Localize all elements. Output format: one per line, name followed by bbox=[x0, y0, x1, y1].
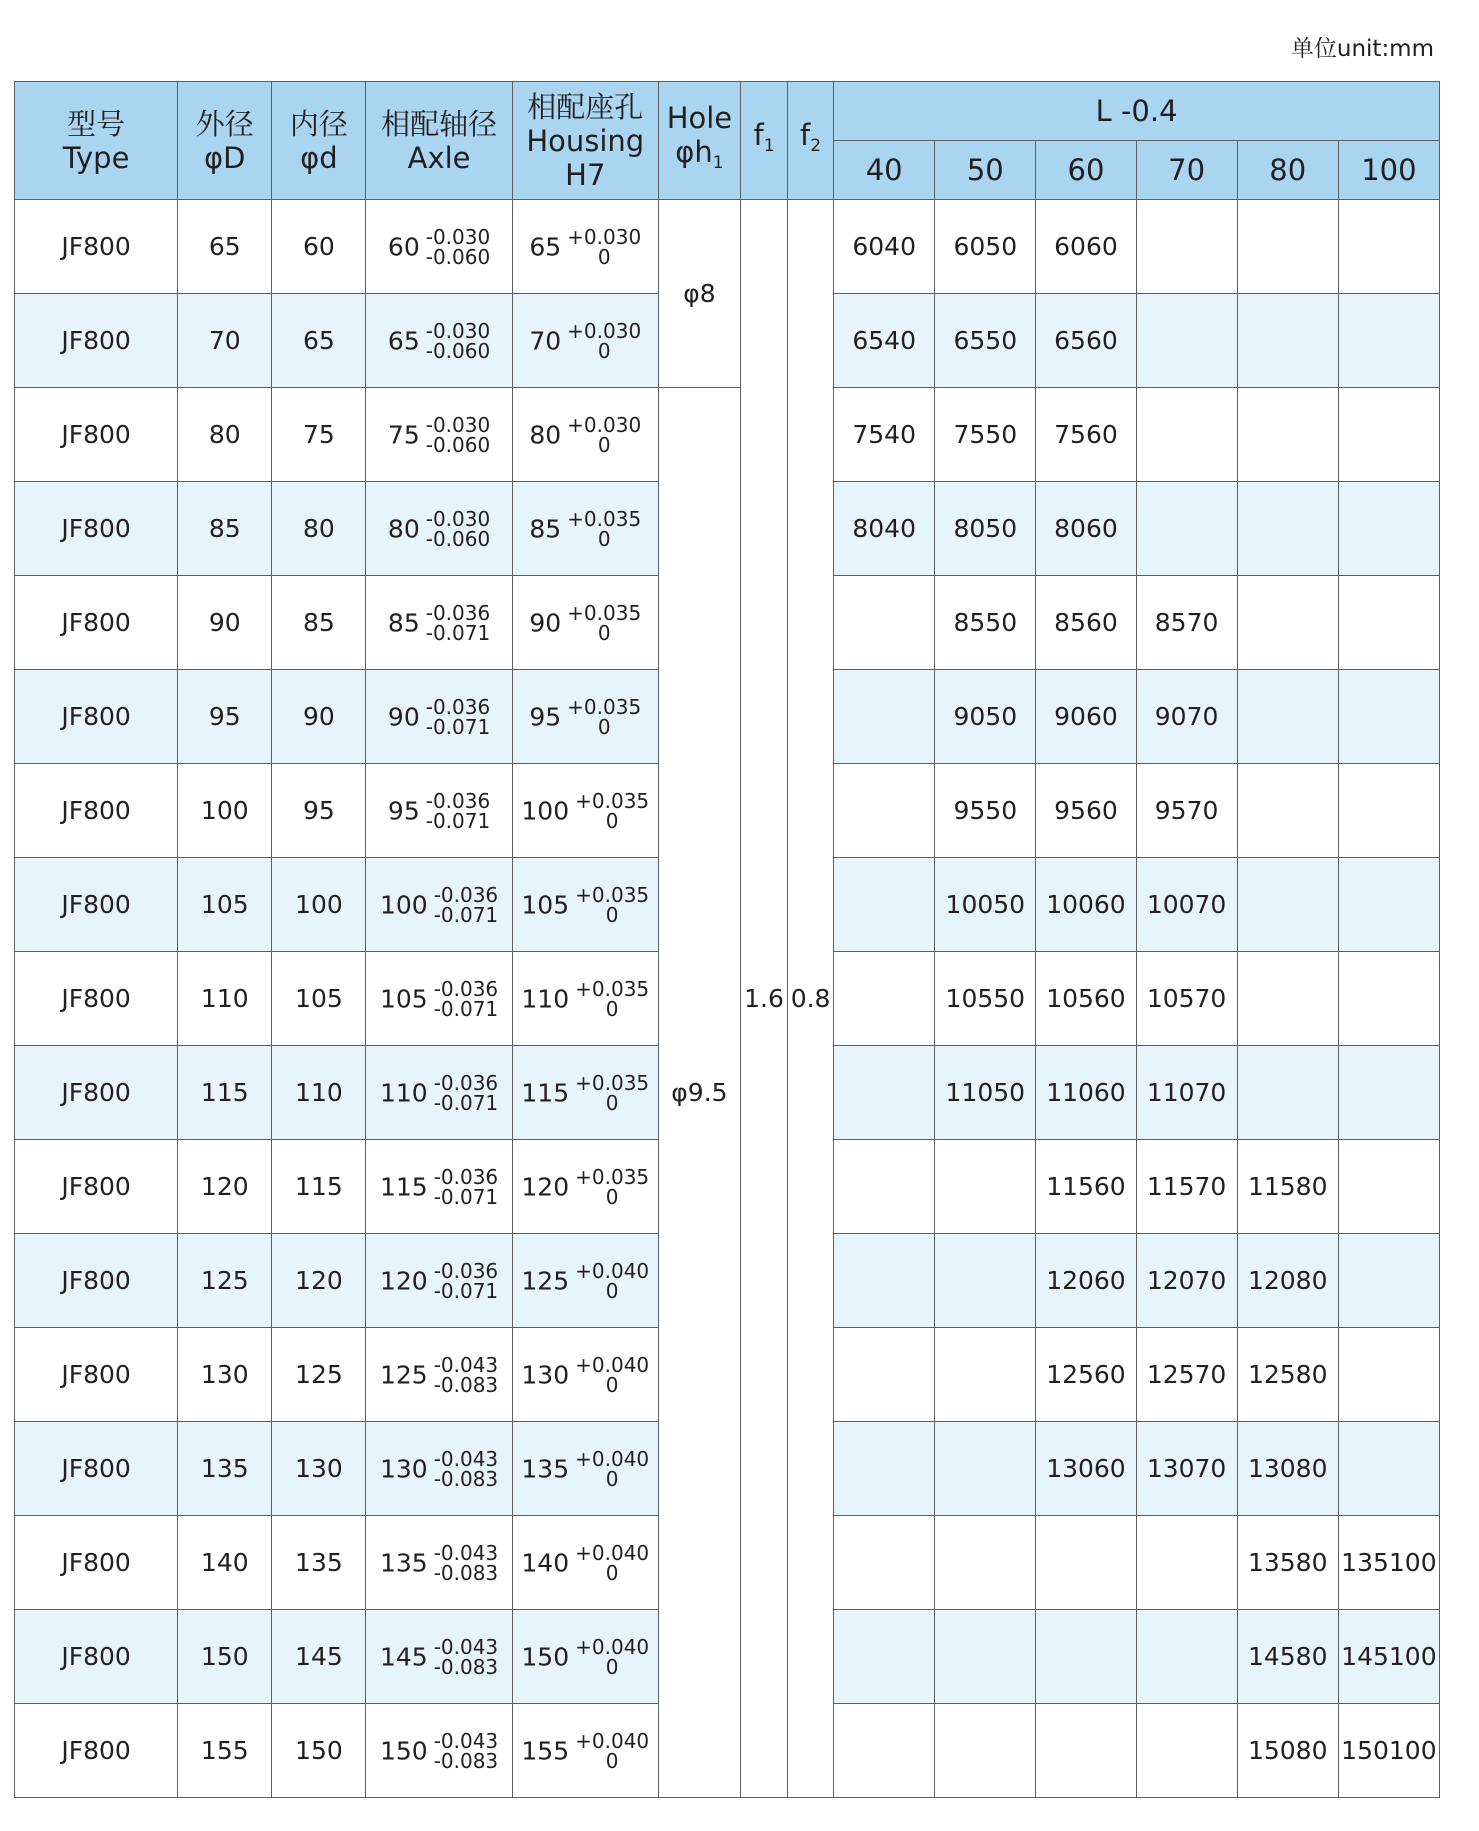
cell-length-70 bbox=[1136, 482, 1237, 576]
cell-length-80 bbox=[1237, 764, 1338, 858]
cell-type: JF800 bbox=[15, 1516, 178, 1610]
cell-housing bbox=[512, 1422, 658, 1516]
cell-axle bbox=[366, 764, 512, 858]
cell-length-60: 6560 bbox=[1036, 294, 1136, 388]
cell-type: JF800 bbox=[15, 1328, 178, 1422]
axle-nominal: 60 bbox=[387, 232, 420, 261]
housing-nominal: 85 bbox=[529, 514, 562, 543]
cell-type: JF800 bbox=[15, 1422, 178, 1516]
unit-label: 单位unit:mm bbox=[1290, 36, 1434, 62]
cell-length-40 bbox=[834, 1234, 935, 1328]
cell-housing bbox=[512, 670, 658, 764]
cell-outer-diameter: 65 bbox=[178, 200, 272, 294]
cell-length-40: 6040 bbox=[834, 200, 935, 294]
axle-nominal: 65 bbox=[387, 326, 420, 355]
cell-outer-diameter: 95 bbox=[178, 670, 272, 764]
cell-length-70: 9570 bbox=[1136, 764, 1237, 858]
axle-tolerance: -0.036 -0.071 bbox=[433, 882, 499, 927]
cell-length-70: 12570 bbox=[1136, 1328, 1237, 1422]
axle-tolerance: -0.043 -0.083 bbox=[433, 1446, 499, 1491]
cell-length-50: 7550 bbox=[935, 388, 1036, 482]
cell-length-40 bbox=[834, 1140, 935, 1234]
cell-length-60: 11060 bbox=[1036, 1046, 1136, 1140]
cell-length-60: 9560 bbox=[1036, 764, 1136, 858]
housing-nominal: 150 bbox=[521, 1642, 570, 1671]
cell-length-40 bbox=[834, 1328, 935, 1422]
cell-length-40: 8040 bbox=[834, 482, 935, 576]
cell-inner-diameter: 130 bbox=[272, 1422, 366, 1516]
cell-length-100 bbox=[1338, 482, 1439, 576]
cell-inner-diameter: 100 bbox=[272, 858, 366, 952]
housing-tolerance: +0.040 0 bbox=[575, 1352, 650, 1397]
cell-length-60 bbox=[1036, 1516, 1136, 1610]
cell-length-100 bbox=[1338, 1328, 1439, 1422]
cell-length-80 bbox=[1237, 1046, 1338, 1140]
axle-tolerance: -0.036 -0.071 bbox=[425, 600, 491, 645]
cell-housing bbox=[512, 482, 658, 576]
axle-nominal: 95 bbox=[387, 796, 420, 825]
header-length-80: 80 bbox=[1237, 141, 1338, 200]
cell-length-50: 8050 bbox=[935, 482, 1036, 576]
cell-type: JF800 bbox=[15, 482, 178, 576]
cell-inner-diameter: 75 bbox=[272, 388, 366, 482]
cell-length-50 bbox=[935, 1704, 1036, 1798]
axle-nominal: 145 bbox=[379, 1642, 428, 1671]
cell-housing bbox=[512, 1704, 658, 1798]
cell-length-70: 9070 bbox=[1136, 670, 1237, 764]
cell-length-100 bbox=[1338, 764, 1439, 858]
cell-length-60 bbox=[1036, 1610, 1136, 1704]
cell-length-80: 14580 bbox=[1237, 1610, 1338, 1704]
cell-type: JF800 bbox=[15, 1610, 178, 1704]
cell-length-60 bbox=[1036, 1704, 1136, 1798]
cell-axle bbox=[366, 200, 512, 294]
cell-inner-diameter: 145 bbox=[272, 1610, 366, 1704]
cell-housing bbox=[512, 294, 658, 388]
cell-length-80: 13080 bbox=[1237, 1422, 1338, 1516]
cell-length-80 bbox=[1237, 952, 1338, 1046]
cell-length-80: 11580 bbox=[1237, 1140, 1338, 1234]
cell-type: JF800 bbox=[15, 576, 178, 670]
housing-tolerance: +0.035 0 bbox=[575, 1164, 650, 1209]
axle-nominal: 135 bbox=[379, 1548, 428, 1577]
cell-length-40 bbox=[834, 576, 935, 670]
cell-axle bbox=[366, 1234, 512, 1328]
cell-outer-diameter: 155 bbox=[178, 1704, 272, 1798]
housing-nominal: 105 bbox=[521, 890, 570, 919]
axle-nominal: 130 bbox=[379, 1454, 428, 1483]
cell-axle bbox=[366, 1328, 512, 1422]
header-f1: $f_1$ bbox=[740, 82, 787, 200]
housing-nominal: 115 bbox=[521, 1078, 570, 1107]
header-housing: 相配座孔 Housing H7 bbox=[512, 82, 658, 200]
housing-tolerance: +0.040 0 bbox=[575, 1446, 650, 1491]
cell-axle bbox=[366, 1140, 512, 1234]
cell-length-70 bbox=[1136, 1704, 1237, 1798]
cell-type: JF800 bbox=[15, 294, 178, 388]
cell-axle bbox=[366, 1422, 512, 1516]
cell-length-50 bbox=[935, 1516, 1036, 1610]
cell-outer-diameter: 80 bbox=[178, 388, 272, 482]
cell-length-50: 6550 bbox=[935, 294, 1036, 388]
cell-length-60: 10560 bbox=[1036, 952, 1136, 1046]
cell-length-50 bbox=[935, 1422, 1036, 1516]
axle-tolerance: -0.030 -0.060 bbox=[425, 224, 491, 269]
cell-length-100 bbox=[1338, 670, 1439, 764]
cell-length-70: 12070 bbox=[1136, 1234, 1237, 1328]
cell-type: JF800 bbox=[15, 1046, 178, 1140]
cell-axle bbox=[366, 670, 512, 764]
cell-length-40 bbox=[834, 1046, 935, 1140]
housing-tolerance: +0.035 0 bbox=[567, 600, 642, 645]
cell-axle bbox=[366, 294, 512, 388]
cell-outer-diameter: 100 bbox=[178, 764, 272, 858]
cell-length-70: 11570 bbox=[1136, 1140, 1237, 1234]
cell-type: JF800 bbox=[15, 670, 178, 764]
cell-length-40 bbox=[834, 1422, 935, 1516]
cell-housing bbox=[512, 1234, 658, 1328]
cell-inner-diameter: 85 bbox=[272, 576, 366, 670]
cell-length-60: 12060 bbox=[1036, 1234, 1136, 1328]
cell-outer-diameter: 105 bbox=[178, 858, 272, 952]
cell-length-70 bbox=[1136, 200, 1237, 294]
cell-length-80 bbox=[1237, 858, 1338, 952]
housing-nominal: 100 bbox=[521, 796, 570, 825]
cell-type: JF800 bbox=[15, 1140, 178, 1234]
housing-nominal: 90 bbox=[529, 608, 562, 637]
header-inner-diameter: 内径 φd bbox=[272, 82, 366, 200]
axle-nominal: 125 bbox=[379, 1360, 428, 1389]
cell-length-40: 7540 bbox=[834, 388, 935, 482]
housing-nominal: 95 bbox=[529, 702, 562, 731]
cell-length-100 bbox=[1338, 952, 1439, 1046]
cell-housing bbox=[512, 1328, 658, 1422]
axle-nominal: 120 bbox=[379, 1266, 428, 1295]
housing-tolerance: +0.040 0 bbox=[575, 1728, 650, 1773]
cell-length-50: 8550 bbox=[935, 576, 1036, 670]
cell-axle bbox=[366, 1610, 512, 1704]
housing-nominal: 70 bbox=[529, 326, 562, 355]
axle-tolerance: -0.030 -0.060 bbox=[425, 412, 491, 457]
cell-housing bbox=[512, 764, 658, 858]
header-length-100: 100 bbox=[1338, 141, 1439, 200]
housing-nominal: 65 bbox=[529, 232, 562, 261]
cell-length-100: 150100 bbox=[1338, 1704, 1439, 1798]
cell-length-40: 6540 bbox=[834, 294, 935, 388]
cell-length-50: 9550 bbox=[935, 764, 1036, 858]
axle-tolerance: -0.036 -0.071 bbox=[433, 976, 499, 1021]
axle-tolerance: -0.036 -0.071 bbox=[425, 788, 491, 833]
header-axle: 相配轴径 Axle bbox=[366, 82, 512, 200]
housing-nominal: 80 bbox=[529, 420, 562, 449]
cell-axle bbox=[366, 858, 512, 952]
cell-length-50: 10050 bbox=[935, 858, 1036, 952]
axle-tolerance: -0.043 -0.083 bbox=[433, 1540, 499, 1585]
cell-type: JF800 bbox=[15, 388, 178, 482]
cell-length-40 bbox=[834, 1704, 935, 1798]
cell-axle bbox=[366, 482, 512, 576]
cell-length-60: 10060 bbox=[1036, 858, 1136, 952]
axle-nominal: 115 bbox=[379, 1172, 428, 1201]
bushing-spec-table bbox=[14, 81, 1440, 1798]
cell-outer-diameter: 150 bbox=[178, 1610, 272, 1704]
cell-outer-diameter: 125 bbox=[178, 1234, 272, 1328]
cell-length-100 bbox=[1338, 1046, 1439, 1140]
cell-length-100 bbox=[1338, 576, 1439, 670]
axle-tolerance: -0.036 -0.071 bbox=[433, 1258, 499, 1303]
cell-length-80: 12580 bbox=[1237, 1328, 1338, 1422]
cell-housing bbox=[512, 1516, 658, 1610]
axle-tolerance: -0.036 -0.071 bbox=[433, 1070, 499, 1115]
axle-tolerance: -0.043 -0.083 bbox=[433, 1728, 499, 1773]
cell-type: JF800 bbox=[15, 1704, 178, 1798]
cell-length-70: 10570 bbox=[1136, 952, 1237, 1046]
cell-outer-diameter: 85 bbox=[178, 482, 272, 576]
header-length-70: 70 bbox=[1136, 141, 1237, 200]
housing-nominal: 155 bbox=[521, 1736, 570, 1765]
cell-length-100 bbox=[1338, 1140, 1439, 1234]
axle-tolerance: -0.036 -0.071 bbox=[425, 694, 491, 739]
cell-inner-diameter: 120 bbox=[272, 1234, 366, 1328]
cell-length-70 bbox=[1136, 388, 1237, 482]
cell-length-60: 12560 bbox=[1036, 1328, 1136, 1422]
housing-tolerance: +0.040 0 bbox=[575, 1258, 650, 1303]
cell-housing bbox=[512, 200, 658, 294]
housing-tolerance: +0.030 0 bbox=[567, 412, 642, 457]
cell-length-100 bbox=[1338, 858, 1439, 952]
cell-inner-diameter: 65 bbox=[272, 294, 366, 388]
cell-inner-diameter: 90 bbox=[272, 670, 366, 764]
cell-length-70: 13070 bbox=[1136, 1422, 1237, 1516]
cell-length-70 bbox=[1136, 294, 1237, 388]
housing-nominal: 135 bbox=[521, 1454, 570, 1483]
cell-length-60: 11560 bbox=[1036, 1140, 1136, 1234]
cell-housing bbox=[512, 576, 658, 670]
cell-length-60: 6060 bbox=[1036, 200, 1136, 294]
cell-length-100 bbox=[1338, 1422, 1439, 1516]
cell-length-50 bbox=[935, 1610, 1036, 1704]
cell-f2: 0.8 bbox=[788, 200, 834, 1798]
housing-tolerance: +0.035 0 bbox=[575, 882, 650, 927]
cell-length-70: 8570 bbox=[1136, 576, 1237, 670]
cell-length-100 bbox=[1338, 294, 1439, 388]
cell-length-60: 13060 bbox=[1036, 1422, 1136, 1516]
cell-length-50 bbox=[935, 1140, 1036, 1234]
cell-length-80 bbox=[1237, 482, 1338, 576]
housing-tolerance: +0.035 0 bbox=[575, 1070, 650, 1115]
axle-tolerance: -0.043 -0.083 bbox=[433, 1634, 499, 1679]
housing-nominal: 130 bbox=[521, 1360, 570, 1389]
cell-length-60: 7560 bbox=[1036, 388, 1136, 482]
cell-length-80 bbox=[1237, 670, 1338, 764]
housing-nominal: 110 bbox=[521, 984, 570, 1013]
axle-nominal: 110 bbox=[379, 1078, 428, 1107]
cell-length-60: 8560 bbox=[1036, 576, 1136, 670]
axle-tolerance: -0.036 -0.071 bbox=[433, 1164, 499, 1209]
header-outer-diameter: 外径 φD bbox=[178, 82, 272, 200]
housing-nominal: 140 bbox=[521, 1548, 570, 1577]
cell-housing bbox=[512, 858, 658, 952]
cell-type: JF800 bbox=[15, 764, 178, 858]
cell-outer-diameter: 115 bbox=[178, 1046, 272, 1140]
housing-tolerance: +0.040 0 bbox=[575, 1540, 650, 1585]
header-length-group: L -0.4 bbox=[834, 82, 1440, 141]
header-length-50: 50 bbox=[935, 141, 1036, 200]
cell-inner-diameter: 135 bbox=[272, 1516, 366, 1610]
cell-length-50: 9050 bbox=[935, 670, 1036, 764]
cell-length-70: 10070 bbox=[1136, 858, 1237, 952]
cell-length-40 bbox=[834, 952, 935, 1046]
cell-length-80 bbox=[1237, 294, 1338, 388]
housing-tolerance: +0.030 0 bbox=[567, 224, 642, 269]
cell-inner-diameter: 80 bbox=[272, 482, 366, 576]
header-length-60: 60 bbox=[1036, 141, 1136, 200]
cell-type: JF800 bbox=[15, 858, 178, 952]
housing-nominal: 120 bbox=[521, 1172, 570, 1201]
housing-tolerance: +0.035 0 bbox=[575, 788, 650, 833]
cell-length-50 bbox=[935, 1328, 1036, 1422]
cell-outer-diameter: 70 bbox=[178, 294, 272, 388]
housing-tolerance: +0.030 0 bbox=[567, 318, 642, 363]
axle-nominal: 90 bbox=[387, 702, 420, 731]
cell-axle bbox=[366, 576, 512, 670]
cell-axle bbox=[366, 1046, 512, 1140]
cell-inner-diameter: 105 bbox=[272, 952, 366, 1046]
housing-nominal: 125 bbox=[521, 1266, 570, 1295]
cell-length-50 bbox=[935, 1234, 1036, 1328]
axle-nominal: 75 bbox=[387, 420, 420, 449]
cell-inner-diameter: 60 bbox=[272, 200, 366, 294]
housing-tolerance: +0.035 0 bbox=[567, 506, 642, 551]
axle-nominal: 80 bbox=[387, 514, 420, 543]
housing-tolerance: +0.040 0 bbox=[575, 1634, 650, 1679]
cell-length-50: 10550 bbox=[935, 952, 1036, 1046]
cell-length-80: 15080 bbox=[1237, 1704, 1338, 1798]
cell-length-50: 11050 bbox=[935, 1046, 1036, 1140]
cell-length-80: 13580 bbox=[1237, 1516, 1338, 1610]
axle-nominal: 85 bbox=[387, 608, 420, 637]
table-row bbox=[15, 388, 1440, 482]
cell-outer-diameter: 90 bbox=[178, 576, 272, 670]
cell-housing bbox=[512, 388, 658, 482]
header-length-40: 40 bbox=[834, 141, 935, 200]
cell-outer-diameter: 130 bbox=[178, 1328, 272, 1422]
cell-length-80 bbox=[1237, 200, 1338, 294]
axle-tolerance: -0.043 -0.083 bbox=[433, 1352, 499, 1397]
cell-f1: 1.6 bbox=[740, 200, 787, 1798]
cell-length-100: 145100 bbox=[1338, 1610, 1439, 1704]
cell-axle bbox=[366, 1704, 512, 1798]
cell-length-40 bbox=[834, 670, 935, 764]
cell-axle bbox=[366, 388, 512, 482]
cell-length-80 bbox=[1237, 388, 1338, 482]
cell-inner-diameter: 125 bbox=[272, 1328, 366, 1422]
cell-housing bbox=[512, 1610, 658, 1704]
cell-type: JF800 bbox=[15, 1234, 178, 1328]
cell-length-100 bbox=[1338, 388, 1439, 482]
cell-axle bbox=[366, 1516, 512, 1610]
header-hole: Hole $\varphi h_1$ bbox=[658, 82, 740, 200]
cell-inner-diameter: 115 bbox=[272, 1140, 366, 1234]
cell-outer-diameter: 120 bbox=[178, 1140, 272, 1234]
cell-length-60: 8060 bbox=[1036, 482, 1136, 576]
cell-length-80 bbox=[1237, 576, 1338, 670]
cell-inner-diameter: 95 bbox=[272, 764, 366, 858]
axle-nominal: 100 bbox=[379, 890, 428, 919]
cell-length-60: 9060 bbox=[1036, 670, 1136, 764]
table-header bbox=[15, 82, 1440, 200]
cell-housing bbox=[512, 952, 658, 1046]
cell-type: JF800 bbox=[15, 952, 178, 1046]
cell-length-40 bbox=[834, 1516, 935, 1610]
cell-length-100: 135100 bbox=[1338, 1516, 1439, 1610]
table-body bbox=[15, 200, 1440, 1798]
cell-housing bbox=[512, 1046, 658, 1140]
cell-length-40 bbox=[834, 764, 935, 858]
cell-hole: φ9.5 bbox=[658, 388, 740, 1798]
cell-axle bbox=[366, 952, 512, 1046]
cell-length-70: 11070 bbox=[1136, 1046, 1237, 1140]
housing-tolerance: +0.035 0 bbox=[575, 976, 650, 1021]
cell-type: JF800 bbox=[15, 200, 178, 294]
cell-housing bbox=[512, 1140, 658, 1234]
cell-outer-diameter: 140 bbox=[178, 1516, 272, 1610]
axle-nominal: 150 bbox=[379, 1736, 428, 1765]
cell-outer-diameter: 110 bbox=[178, 952, 272, 1046]
cell-length-40 bbox=[834, 1610, 935, 1704]
cell-hole: φ8 bbox=[658, 200, 740, 388]
axle-tolerance: -0.030 -0.060 bbox=[425, 318, 491, 363]
cell-length-80: 12080 bbox=[1237, 1234, 1338, 1328]
table-row bbox=[15, 200, 1440, 294]
cell-length-50: 6050 bbox=[935, 200, 1036, 294]
cell-length-100 bbox=[1338, 1234, 1439, 1328]
cell-length-100 bbox=[1338, 200, 1439, 294]
cell-outer-diameter: 135 bbox=[178, 1422, 272, 1516]
housing-tolerance: +0.035 0 bbox=[567, 694, 642, 739]
header-type: 型号 Type bbox=[15, 82, 178, 200]
cell-length-70 bbox=[1136, 1610, 1237, 1704]
axle-nominal: 105 bbox=[379, 984, 428, 1013]
cell-inner-diameter: 150 bbox=[272, 1704, 366, 1798]
cell-length-40 bbox=[834, 858, 935, 952]
axle-tolerance: -0.030 -0.060 bbox=[425, 506, 491, 551]
cell-length-70 bbox=[1136, 1516, 1237, 1610]
cell-inner-diameter: 110 bbox=[272, 1046, 366, 1140]
header-f2: $f_2$ bbox=[788, 82, 834, 200]
